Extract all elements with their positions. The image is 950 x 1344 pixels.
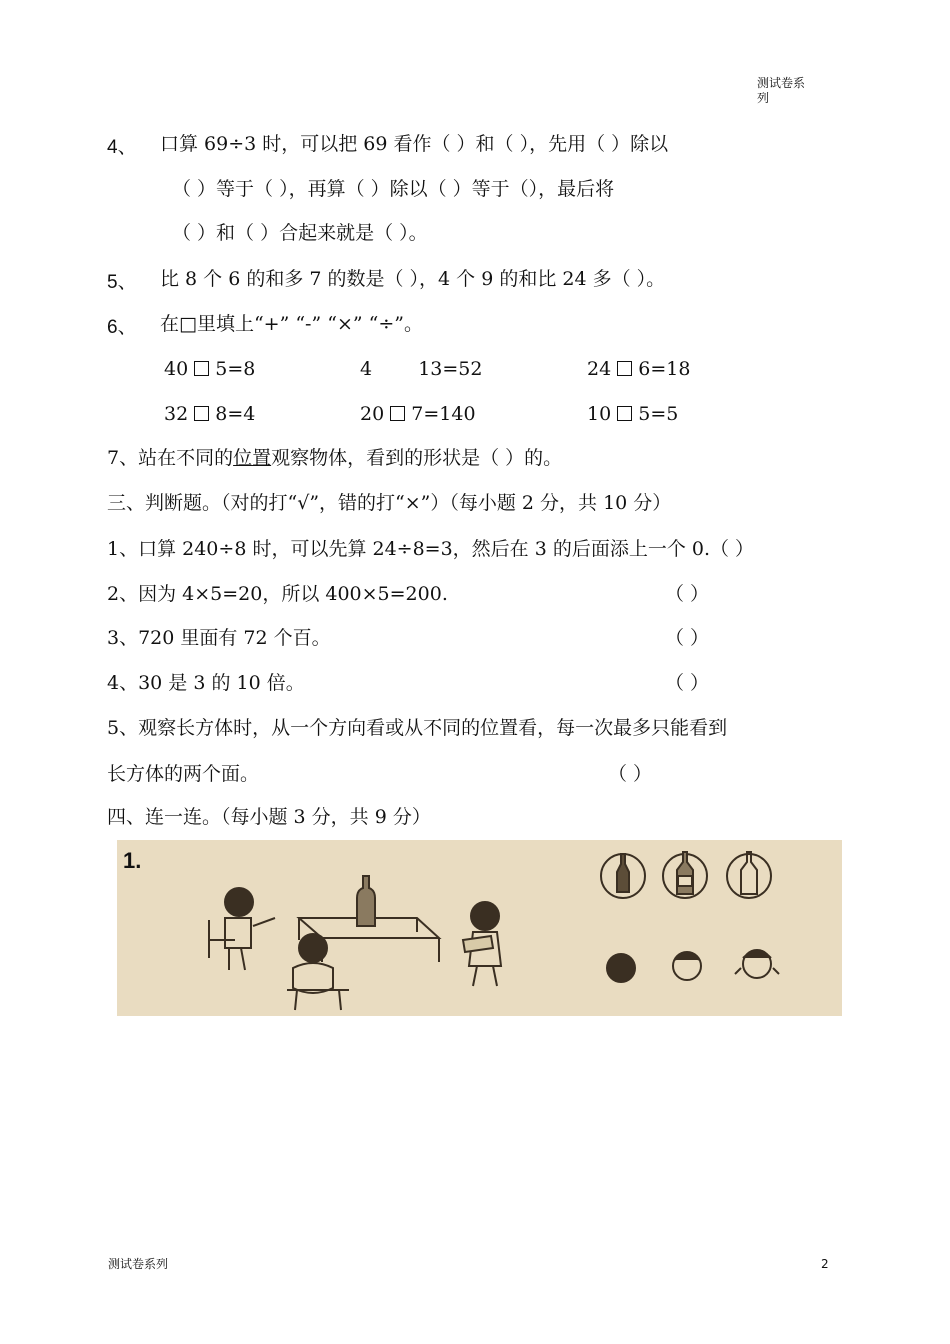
judge-item-2: 2、因为 4×5=20，所以 400×5=200. bbox=[107, 583, 448, 605]
figure-drawing bbox=[117, 840, 842, 1016]
q6-eq-operand: 40 bbox=[164, 358, 189, 380]
q6-eq-operand: 24 bbox=[587, 358, 612, 380]
answer-paren[interactable]: （ ） bbox=[665, 583, 710, 605]
q6-eq-3 bbox=[587, 357, 690, 381]
q5-number: 5、 bbox=[107, 272, 137, 293]
answer-paren[interactable]: （ ） bbox=[608, 763, 653, 785]
child-right-icon bbox=[471, 902, 499, 930]
answer-paren[interactable]: （ ） bbox=[665, 627, 710, 649]
q6-eq-6 bbox=[587, 402, 678, 426]
child-front-icon bbox=[299, 934, 327, 962]
q7-underlined: 位置 bbox=[233, 447, 272, 469]
q4-number: 4、 bbox=[107, 137, 137, 158]
section4-title: 四、连一连。（每小题 3 分，共 9 分） bbox=[107, 806, 431, 828]
q6-text: 在□里填上“+” “-” “×” “÷”。 bbox=[160, 313, 423, 335]
judge-item-3: 3、720 里面有 72 个百。 bbox=[107, 627, 331, 649]
q6-eq-operand: 10 bbox=[587, 403, 612, 425]
judge-item-5b: 长方体的两个面。 bbox=[107, 763, 260, 785]
q6-eq-4 bbox=[164, 402, 255, 426]
footer-series: 测试卷系列 bbox=[108, 1257, 169, 1271]
answer-box[interactable] bbox=[617, 406, 632, 421]
judge-item-4: 4、30 是 3 的 10 倍。 bbox=[107, 672, 305, 694]
q6-eq-5 bbox=[360, 402, 476, 426]
q7-text bbox=[107, 446, 562, 470]
child-left-icon bbox=[225, 888, 253, 916]
q6-eq-result: 5=5 bbox=[638, 403, 679, 425]
figure-label: 1. bbox=[123, 848, 142, 873]
answer-paren[interactable]: （ ） bbox=[665, 672, 710, 694]
q7-post: 观察物体，看到的形状是（ ）的。 bbox=[271, 447, 563, 469]
matching-figure bbox=[117, 840, 842, 1016]
header-series-1: 测试卷系 bbox=[757, 76, 806, 90]
q4-line3: （ ）和（ ）合起来就是（ ）。 bbox=[172, 222, 428, 244]
section3-title: 三、判断题。（对的打“√”，错的打“×”）（每小题 2 分，共 10 分） bbox=[107, 492, 672, 514]
q6-eq-operand: 32 bbox=[164, 403, 189, 425]
q6-eq-result: 8=4 bbox=[215, 403, 256, 425]
q4-line2: （ ）等于（ ），再算（ ）除以（ ）等于（），最后将 bbox=[172, 178, 615, 200]
q6-eq-operand: 20 bbox=[360, 403, 385, 425]
bottle-icon bbox=[357, 876, 375, 926]
answer-box[interactable] bbox=[617, 361, 632, 376]
q4-line1: 口算 69÷3 时，可以把 69 看作（ ）和（ ），先用（ ）除以 bbox=[160, 133, 669, 155]
header-series-2: 列 bbox=[757, 91, 770, 105]
q6-eq-2 bbox=[360, 357, 482, 381]
judge-item-1: 1、口算 240÷8 时，可以先算 24÷8=3，然后在 3 的后面添上一个 0.（ ） bbox=[107, 538, 755, 560]
q6-number: 6、 bbox=[107, 317, 137, 338]
q5-text: 比 8 个 6 的和多 7 的数是（ ），4 个 9 的和比 24 多（ ）。 bbox=[160, 268, 666, 290]
answer-box[interactable] bbox=[194, 361, 209, 376]
q6-eq-result: 5=8 bbox=[215, 358, 256, 380]
q6-eq-operand: 4 bbox=[360, 358, 373, 380]
answer-box[interactable] bbox=[194, 406, 209, 421]
q6-eq-result: 6=18 bbox=[638, 358, 691, 380]
bottle-view-3-icon bbox=[727, 854, 771, 898]
q7-pre: 7、站在不同的 bbox=[107, 447, 234, 469]
page-number: 2 bbox=[821, 1257, 829, 1271]
q6-eq-result: 13=52 bbox=[418, 358, 483, 380]
answer-box[interactable] bbox=[390, 406, 405, 421]
q6-eq-result: 7=140 bbox=[411, 403, 476, 425]
q6-eq-1 bbox=[164, 357, 255, 381]
judge-item-5a: 5、观察长方体时，从一个方向看或从不同的位置看，每一次最多只能看到 bbox=[107, 717, 728, 739]
head-view-1-icon bbox=[607, 954, 635, 982]
